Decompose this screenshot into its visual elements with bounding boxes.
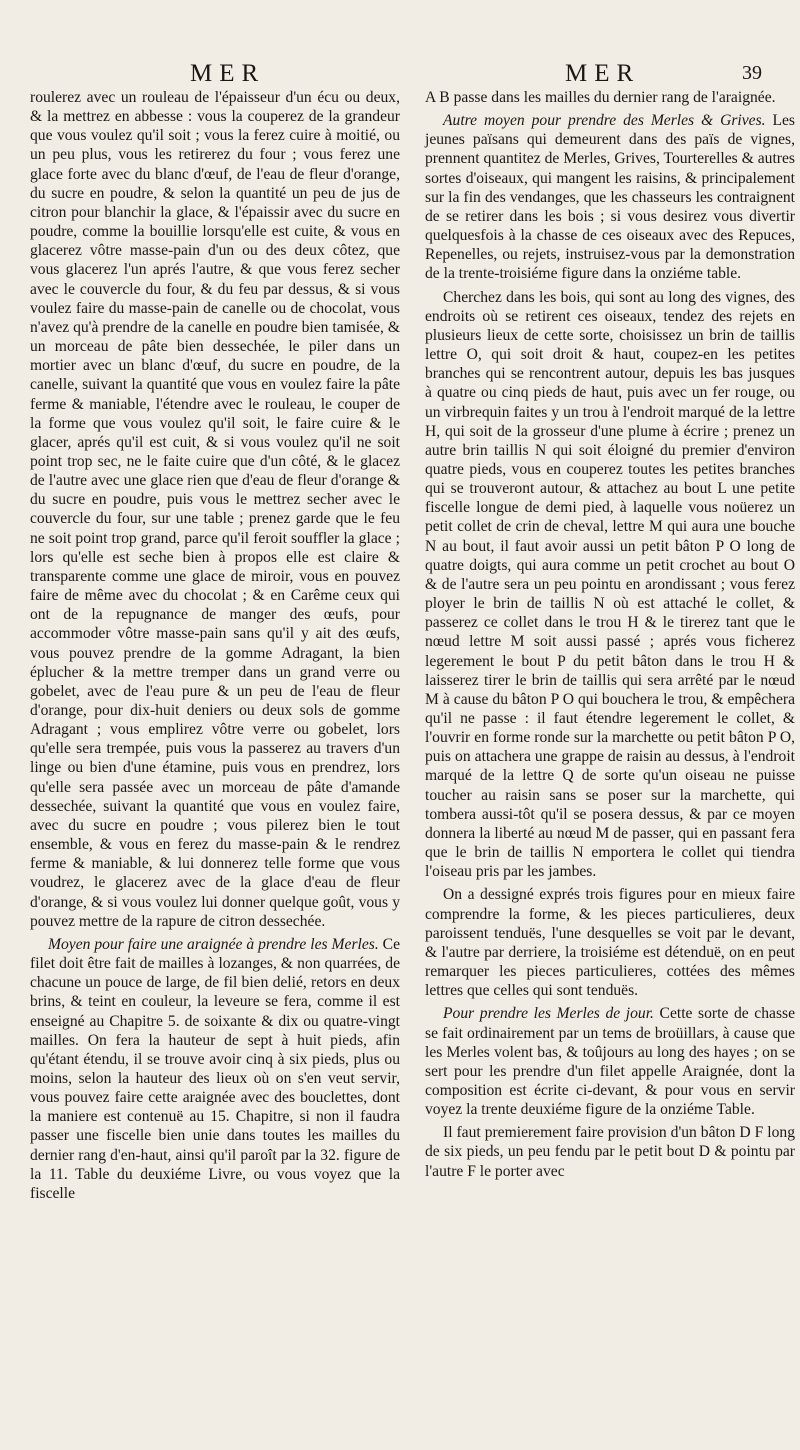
paragraph xyxy=(425,288,795,882)
paragraph xyxy=(425,1123,795,1180)
paragraph xyxy=(425,111,795,283)
paragraph-rubric: Moyen pour faire une araignée à prendre les Merles. xyxy=(48,935,383,953)
paragraph-text: On a dessigné exprés trois figures pour en mieux faire comprendre la forme, & les pieces particulieres, deux paroissent tenduës, l'une desquelles se voit par le devant, & l'autre par derriere, la troisiéme est détenduë, on en peut remarquer les pieces particulieres, cottées des mêmes lettres que celles qui sont tenduës. xyxy=(425,886,795,1000)
paragraph xyxy=(425,1004,795,1119)
paragraph-text: A B passe dans les mailles du dernier rang de l'araignée. xyxy=(425,89,776,106)
running-head-left: MER xyxy=(190,60,266,87)
left-column xyxy=(30,88,400,1207)
paragraph-text: Cherchez dans les bois, qui sont au long des vignes, des endroits où se retirent ces oiseaux, tendez des rejets en plusieurs lieux de cette sorte, choisissez un brin de taillis lettre O, qui soit droit & haut, coupez-en les petites branches qui se rencontrent autour, depuis les bas jusques à quatre ou cinq pieds de haut, puis avec un fer rouge, ou un virbrequin faites y un trou à l'endroit marqué de la lettre H, qui soit de la grosseur d'une plume à écrire ; prenez un autre brin taillis N qui soit éloigné du premier d'environ quatre pieds, vous en couperez toutes les petites branches qui se trouveront autour, & attachez au bout L une petite fiscelle longue de demi pied, à laquelle vous noüerez un petit collet de crin de cheval, lettre M qui aura une bouche N au bout, il faut avoir aussi un petit bâton P O long de quatre doigts, qui aura comme un petit crochet au bout O & de l'autre sera un peu pointu en arondissant ; vous ferez ployer le brin de taillis N où est attaché le collet, & passerez ce collet dans le trou H & le tirerez tant que le nœud lettre M soit aussi passé ; aprés vous ficherez legerement le bout P du petit bâton dans le trou H & laisserez tirer le brin de taillis qui sera arrêté par le nœud M à cause du bâton P O qui bouchera le trou, & empêchera qu'il ne passe : il faut étendre legerement le collet, & l'ouvrir en forme ronde sur la marchette ou petit bâton P O, puis on attachera une grappe de raisin au dessus, à l'endroit marqué de la lettre Q de sorte qu'un oiseau ne puisse toucher au raisin sans se poser sur la marchette, qui tombera aussi-tôt qu'il se posera dessus, & par ce moyen donnera la liberté au nœud M de passer, qui en passant fera que le brin de taillis N emportera le collet qui tiendra l'oiseau pris par les jambes. xyxy=(425,288,795,881)
paragraph-rubric: Pour prendre les Merles de jour. xyxy=(443,1005,660,1023)
paragraph-text: Ce filet doit être fait de mailles à lozanges, & non quarrées, de chacune un pouce de large, de fil bien delié, retors en deux brins, & teint en couleur, la leveure se fera, comme il est enseigné au Chapitre 5. de soixante & dix ou quatre-vingt mailles. On fera la hauteur de sept à huit pieds, afin qu'étant étendu, il se trouve avoir cinq à six pieds, plus ou moins, selon la hauteur des lieux où on s'en veut servir, vous pouvez faire cette araignée avec des bouclettes, dont la maniere est contenuë au 15. Chapitre, si non il faudra passer une fiscelle bien unie dans toutes les mailles du dernier rang d'en-haut, ainsi qu'il paroît par la 32. figure de la 11. Table du deuxiéme Livre, ou vous voyez que la fiscelle xyxy=(30,935,400,1202)
paragraph-text: Cette sorte de chasse se fait ordinairement par un tems de broüillars, à cause que les Merles volent bas, & toûjours au long des hayes ; on se sert pour les prendre d'un filet appelle Araignée, dont la composition est écrite ci-devant, & pour vous en servir voyez la trente deuxiéme figure de la onziéme Table. xyxy=(425,1005,795,1119)
running-head-right: MER xyxy=(565,60,641,87)
right-column xyxy=(425,88,795,1185)
paragraph-rubric: Autre moyen pour prendre des Merles & Grives. xyxy=(443,112,773,130)
paragraph-text: roulerez avec un rouleau de l'épaisseur d'un écu ou deux, & la mettrez en abbesse : vous la couperez de la grandeur que vous voulez qu'il soit ; vous la ferez cuire à moitié, ou un peu plus, vous les retirerez du four ; vous ferez une glace forte avec du blanc d'œuf, de l'eau de fleur d'orange, du sucre en poudre, & selon la quantité un peu de jus de citron pour blanchir la glace, & l'épaissir avec du sucre en poudre, comme la bouillie lorsqu'elle est cuite, & vous en glacerez vôtre masse-pain d'un ou des deux côtez, que vous glacerez l'un aprés l'autre, & que vous ferez secher avec le couvercle du four, & du feu par dessus, & si vous voulez faire du masse-pain de canelle ou de chocolat, vous n'avez qu'à prendre de la canelle en poudre bien tamisée, & un morceau de pâte bien dessechée, le piler dans un mortier avec un blanc d'œuf, du sucre en poudre, de la canelle, suivant la quantité que vous en voulez faire la pâte ferme & maniable, l'étendre avec le rouleau, le couper de la forme que vous voulez qu'il soit, le faire cuire & le glacer, aprés qu'il est cuit, & si vous voulez qu'il ne soit point trop sec, ne le faite cuire que d'un côté, & le glacez de l'autre avec une glace rien que d'eau de fleur d'orange & du sucre en poudre, puis vous le mettrez secher avec le couvercle du four, sur une table ; prenez garde que le feu ne soit point trop grand, parce qu'il feroit souffler la glace ; lors qu'elle est seche bien à propos elle est claire & transparente comme une glace de miroir, vous en pouvez faire de même avec du chocolat ; & en Carême ceux qui ont de la repugnance de manger des œufs, pour accommoder vôtre masse-pain sans qu'il y ait des œufs, vous pouvez prendre de la gomme Adragant, la bien éplucher & la mettre tremper dans un grand verre ou gobelet, avec de l'eau pure & un peu de l'eau de fleur d'orange, pour dix-huit deniers ou deux sols de gomme Adragant ; vous emplirez vôtre verre ou gobelet, lors qu'elle sera trempée, puis vous la passerez au travers d'un linge ou bien d'une étamine, puis vous en prendrez, lors qu'elle sera passée avec un morceau de pâte d'amande dessechée, suivant la quantité que vous en voulez faire, avec du sucre en poudre ; vous pilerez bien le tout ensemble, & vous en ferez du masse-pain & le rendrez ferme & maniable, & lui donnerez telle forme que vous voudrez, le glacerez avec de la glace d'eau de fleur d'orange, & si vous voulez lui donner quelque goût, vous y pouvez mettre de la rapure de citron dessechée. xyxy=(30,89,400,930)
paragraph xyxy=(30,88,400,931)
paragraph xyxy=(425,885,795,1000)
page-number: 39 xyxy=(742,62,762,84)
paragraph-text: Les jeunes païsans qui demeurent dans des païs de vignes, prennent quantitez de Merles, Grives, Tourterelles & autres sortes d'oiseaux, qui mangent les raisins, & principalement sur la fin des vendanges, que les chasseurs les contraignent de se retirer dans les bois ; si vous desirez vous divertir quelquesfois à la chasse de ces oiseaux avec des Repuces, Repenelles, ou rejets, instruisez-vous par la demonstration de la trente-troisiéme figure dans la onziéme table. xyxy=(425,112,795,283)
paragraph xyxy=(30,935,400,1203)
paragraph-text: Il faut premierement faire provision d'un bâton D F long de six pieds, un peu fendu par le petit bout D & pointu par l'autre F le porter avec xyxy=(425,1124,795,1180)
paragraph xyxy=(425,88,795,107)
